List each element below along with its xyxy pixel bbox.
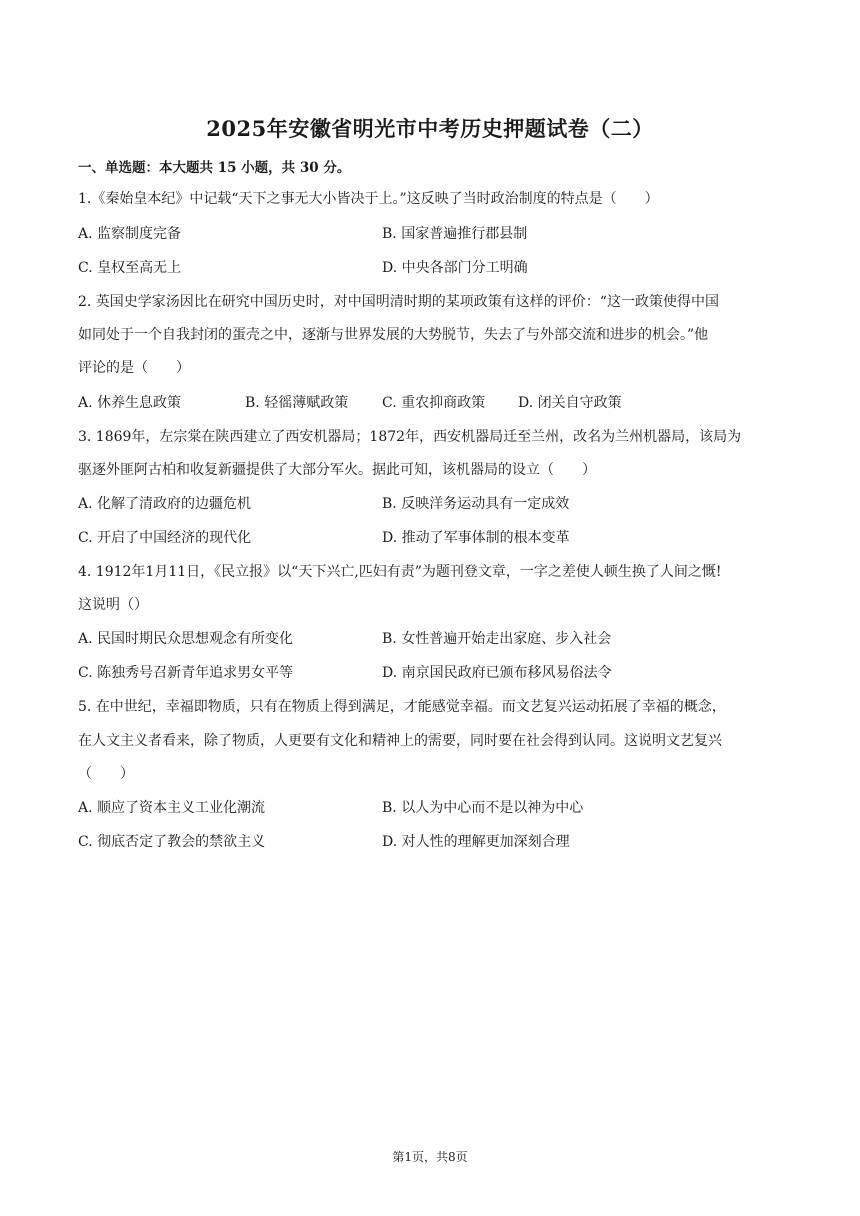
question-3-option-c: C. 开启了中国经济的现代化 [78, 530, 252, 546]
question-3-option-d: D. 推动了军事体制的根本变革 [382, 530, 570, 546]
question-3-stem-line-2: 驱逐外匪阿古柏和收复新疆提供了大部分军火。据此可知，该机器局的设立（ ） [78, 462, 596, 478]
page-footer: 第1页，共8页 [392, 1150, 468, 1164]
question-2-option-b: B. 轻徭薄赋政策 [245, 395, 349, 411]
question-5-option-b: B. 以人为中心而不是以神为中心 [382, 800, 584, 816]
page-title: 2025年安徽省明光市中考历史押题试卷（二） [206, 116, 654, 141]
question-3-option-b: B. 反映洋务运动具有一定成效 [382, 496, 570, 512]
question-3-stem-line-1: 3. 1869年，左宗棠在陕西建立了西安机器局；1872年，西安机器局迁至兰州，改名为兰州机器局，该局为 [78, 429, 742, 445]
question-3-option-a: A. 化解了清政府的边疆危机 [78, 496, 252, 512]
question-2-option-d: D. 闭关自守政策 [518, 395, 622, 411]
question-2-option-c: C. 重农抑商政策 [382, 395, 486, 411]
question-2-stem-line-3: 评论的是（ ） [78, 360, 190, 376]
question-1-stem: 1.《秦始皇本纪》中记载“天下之事无大小皆决于上。”这反映了当时政治制度的特点是（ ） [78, 191, 659, 207]
question-1-option-b: B. 国家普遍推行郡县制 [382, 226, 528, 242]
question-2-stem-line-2: 如同处于一个自我封闭的蛋壳之中，逐渐与世界发展的大势脱节，失去了与外部交流和进步的机会。”他 [78, 327, 709, 343]
question-4-option-d: D. 南京国民政府已颁布移风易俗法令 [382, 665, 612, 681]
question-1-option-c: C. 皇权至高无上 [78, 260, 182, 276]
question-4-option-c: C. 陈独秀号召新青年追求男女平等 [78, 665, 294, 681]
question-4-option-b: B. 女性普遍开始走出家庭、步入社会 [382, 631, 612, 647]
section-heading: 一、单选题：本大题共 15 小题，共 30 分。 [78, 160, 351, 176]
question-5-stem-line-1: 5. 在中世纪，幸福即物质，只有在物质上得到满足，才能感觉幸福。而文艺复兴运动拓展了幸福的概念， [78, 699, 726, 715]
question-1-option-d: D. 中央各部门分工明确 [382, 260, 528, 276]
question-5-stem-line-3: （ ） [78, 766, 134, 782]
question-5-option-c: C. 彻底否定了教会的禁欲主义 [78, 834, 266, 850]
question-2-option-a: A. 休养生息政策 [78, 395, 182, 411]
question-4-stem-line-1: 4. 1912年1月11日，《民立报》以“天下兴亡,匹妇有责”为题刊登文章，一字之差使人顿生换了人间之慨! [78, 564, 722, 580]
question-1-option-a: A. 监察制度完备 [78, 226, 182, 242]
question-5-stem-line-2: 在人文主义者看来，除了物质，人更要有文化和精神上的需要，同时要在社会得到认同。这说明文艺复兴 [78, 733, 722, 749]
question-5-option-d: D. 对人性的理解更加深刻合理 [382, 834, 570, 850]
question-2-stem-line-1: 2. 英国史学家汤因比在研究中国历史时，对中国明清时期的某项政策有这样的评价：“这一政策使得中国 [78, 294, 719, 310]
question-4-stem-line-2: 这说明（） [78, 597, 148, 613]
question-5-option-a: A. 顺应了资本主义工业化潮流 [78, 800, 266, 816]
question-4-option-a: A. 民国时期民众思想观念有所变化 [78, 631, 294, 647]
